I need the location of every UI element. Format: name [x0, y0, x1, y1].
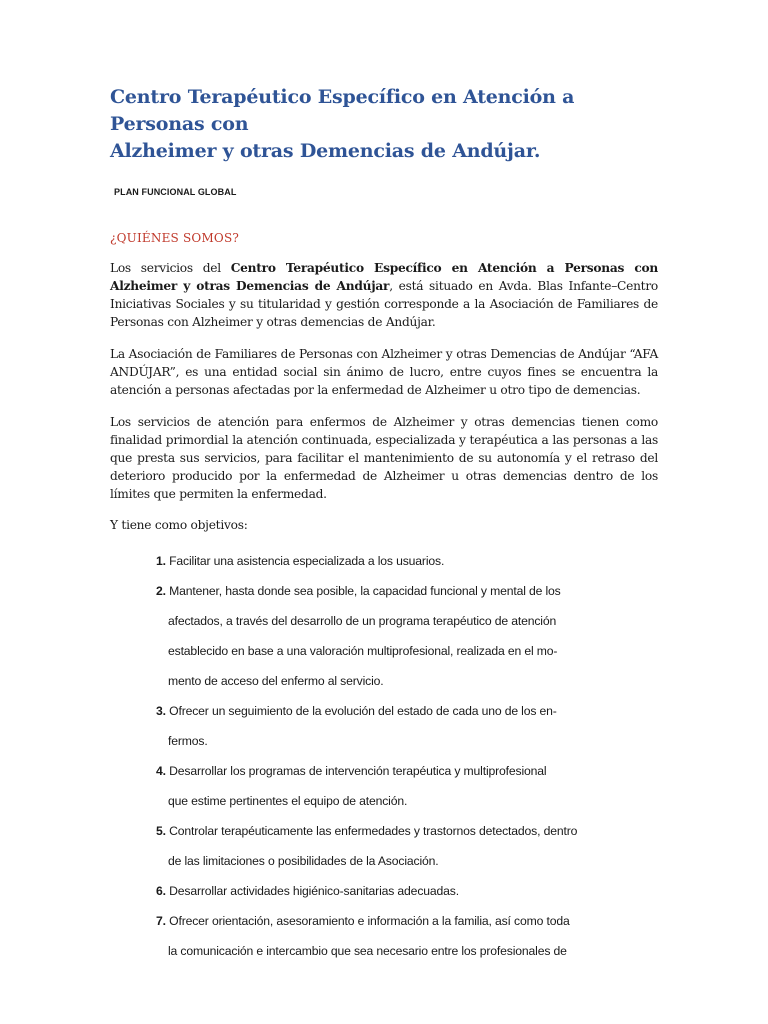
objective-line: Controlar terapéuticamente las enfermedades y trastornos detectados, dentro [169, 824, 578, 838]
objectives-intro: Y tiene como objetivos: [110, 518, 248, 532]
objective-line: Facilitar una asistencia especializada a los usuarios. [169, 554, 445, 568]
paragraph-1-part-2: , está situado en Avda. Blas Infante–Centro Iniciativas Sociales y su titularidad y gestión corresponde a la Asociación de Familiares de Personas con Alzheimer y otras demencias de Andújar. [110, 279, 658, 329]
objective-number: 5. [156, 824, 166, 838]
objective-item [110, 576, 658, 696]
paragraph-3: Los servicios de atención para enfermos de Alzheimer y otras demencias tienen como finalidad primordial la atención continuada, especializada y terapéutica a las personas a las que presta sus servicios, para facilitar el mantenimiento de su autonomía y el retraso del deterioro producido por la enfermedad de Alzheimer u otras demencias dentro de los límites que permiten la enfermedad. [110, 415, 658, 501]
objective-line: de las limitaciones o posibilidades de la Asociación. [168, 854, 439, 868]
objective-line: mento de acceso del enfermo al servicio. [168, 674, 384, 688]
title-line-2: Alzheimer y otras Demencias de Andújar. [110, 140, 541, 162]
objective-line: que estime pertinentes el equipo de atención. [168, 794, 408, 808]
objective-number: 6. [156, 884, 166, 898]
objective-item [110, 546, 658, 576]
objective-line: Mantener, hasta donde sea posible, la capacidad funcional y mental de los [169, 584, 561, 598]
document-title [110, 84, 658, 165]
objective-line: afectados, a través del desarrollo de un programa terapéutico de atención [168, 614, 557, 628]
objectives-list [110, 546, 658, 966]
section-heading: ¿QUIÉNES SOMOS? [110, 231, 240, 245]
objective-item [110, 756, 658, 816]
objective-item [110, 696, 658, 756]
objective-line: Ofrecer un seguimiento de la evolución del estado de cada uno de los en- [169, 704, 557, 718]
objective-number: 3. [156, 704, 166, 718]
objective-line: Desarrollar actividades higiénico-sanitarias adecuadas. [169, 884, 459, 898]
objective-number: 4. [156, 764, 166, 778]
title-line-1: Centro Terapéutico Específico en Atención a Personas con [110, 86, 575, 135]
objective-number: 7. [156, 914, 166, 928]
objective-item [110, 876, 658, 906]
paragraph-1 [110, 259, 658, 331]
paragraph-2: La Asociación de Familiares de Personas con Alzheimer y otras Demencias de Andújar “AFA ANDÚJAR”, es una entidad social sin ánimo de lucro, entre cuyos fines se encuentra la atención a personas afectadas por la enfermedad de Alzheimer u otro tipo de demencias. [110, 347, 658, 397]
document-page [110, 84, 658, 966]
objective-line: Desarrollar los programas de intervención terapéutica y multiprofesional [169, 764, 547, 778]
objective-number: 1. [156, 554, 166, 568]
paragraph-1-part-1: Los servicios del [110, 261, 231, 275]
objective-item [110, 816, 658, 876]
objective-item [110, 906, 658, 966]
objective-line: fermos. [168, 734, 208, 748]
paragraph-1-bold: Centro Terapéutico Específico en Atención a Personas con Alzheimer y otras Demencias de Andújar [110, 261, 658, 293]
document-subtitle: PLAN FUNCIONAL GLOBAL [114, 187, 237, 197]
objective-line: establecido en base a una valoración multiprofesional, realizada en el mo- [168, 644, 558, 658]
objective-line: la comunicación e intercambio que sea necesario entre los profesionales de [168, 944, 567, 958]
objective-line: Ofrecer orientación, asesoramiento e información a la familia, así como toda [169, 914, 570, 928]
objective-number: 2. [156, 584, 166, 598]
